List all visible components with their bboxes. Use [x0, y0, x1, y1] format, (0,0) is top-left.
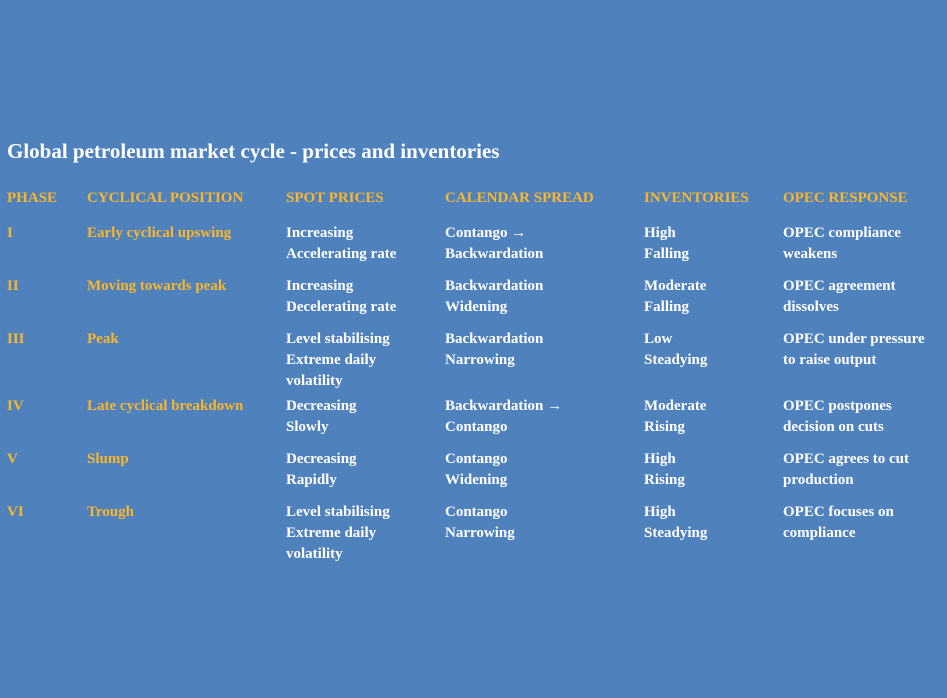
cell-line: Backwardation [445, 246, 544, 262]
cell-line: Extreme daily [286, 352, 377, 368]
cell-line: Backwardation [445, 278, 544, 294]
row-5-opec [783, 449, 909, 491]
row-5-position: Slump [87, 451, 129, 467]
header-spot: SPOT PRICES [286, 190, 384, 206]
row-3-inventories [644, 329, 707, 371]
header-spread: CALENDAR SPREAD [445, 190, 594, 206]
cell-line: OPEC compliance [783, 225, 901, 241]
cell-line: OPEC agreement [783, 278, 896, 294]
cell-line: Rising [644, 419, 685, 435]
cell-line: Contango → [445, 225, 527, 241]
row-6-position: Trough [87, 504, 134, 520]
row-6-opec [783, 502, 894, 544]
cell-line: Narrowing [445, 525, 515, 541]
cell-line: High [644, 225, 676, 241]
cell-line: Increasing [286, 225, 354, 241]
row-3-spot [286, 329, 390, 392]
row-1-phase: I [7, 225, 13, 241]
row-3-position: Peak [87, 331, 119, 347]
row-1-inventories [644, 223, 689, 265]
cell-line: OPEC focuses on [783, 504, 894, 520]
cell-line: Level stabilising [286, 331, 390, 347]
row-1-spread [445, 223, 543, 265]
cell-line: Moderate [644, 278, 707, 294]
cell-line: Widening [445, 299, 508, 315]
cell-line: Widening [445, 472, 508, 488]
row-4-opec [783, 396, 892, 438]
row-6-spot [286, 502, 390, 565]
row-1-opec [783, 223, 901, 265]
cell-line: Decelerating rate [286, 299, 397, 315]
cell-line: Increasing [286, 278, 354, 294]
cell-line: Contango [445, 419, 508, 435]
cell-line: Decreasing [286, 398, 357, 414]
cell-line: High [644, 504, 676, 520]
cell-line: Slowly [286, 419, 329, 435]
header-inventories: INVENTORIES [644, 190, 749, 206]
cell-line: Falling [644, 299, 690, 315]
cell-line: Rapidly [286, 472, 337, 488]
cell-line: compliance [783, 525, 856, 541]
row-2-position: Moving towards peak [87, 278, 227, 294]
row-3-opec [783, 329, 925, 371]
cell-line: Moderate [644, 398, 707, 414]
row-2-opec [783, 276, 896, 318]
cell-line: High [644, 451, 676, 467]
row-1-position: Early cyclical upswing [87, 225, 232, 241]
cell-line: to raise output [783, 352, 877, 368]
row-3-phase: III [7, 331, 25, 347]
row-5-inventories [644, 449, 685, 491]
header-phase: PHASE [7, 190, 58, 206]
cell-line: Decreasing [286, 451, 357, 467]
cell-line: OPEC postpones [783, 398, 892, 414]
cell-line: decision on cuts [783, 419, 884, 435]
row-6-phase: VI [7, 504, 24, 520]
row-4-inventories [644, 396, 706, 438]
cell-line: Accelerating rate [286, 246, 397, 262]
cell-line: Falling [644, 246, 690, 262]
header-position: CYCLICAL POSITION [87, 190, 244, 206]
row-2-inventories [644, 276, 706, 318]
row-6-spread [445, 502, 515, 544]
cell-line: Backwardation [445, 331, 544, 347]
cell-line: Rising [644, 472, 685, 488]
slide-title: Global petroleum market cycle - prices and inventories [7, 139, 500, 163]
row-6-inventories [644, 502, 707, 544]
cell-line: Extreme daily [286, 525, 377, 541]
row-4-spread [445, 396, 562, 438]
row-4-spot [286, 396, 357, 438]
cell-line: production [783, 472, 854, 488]
row-2-spread [445, 276, 543, 318]
row-5-spot [286, 449, 357, 491]
row-1-spot [286, 223, 396, 265]
cell-line: Contango [445, 504, 508, 520]
cell-line: volatility [286, 373, 343, 389]
header-opec: OPEC RESPONSE [783, 190, 908, 206]
cell-line: Contango [445, 451, 508, 467]
cell-line: Steadying [644, 352, 708, 368]
row-2-spot [286, 276, 396, 318]
row-4-phase: IV [7, 398, 24, 414]
cell-line: volatility [286, 546, 343, 562]
row-4-position: Late cyclical breakdown [87, 398, 244, 414]
cell-line: weakens [783, 246, 838, 262]
row-3-spread [445, 329, 543, 371]
cell-line: OPEC under pressure [783, 331, 925, 347]
row-5-spread [445, 449, 508, 491]
cell-line: OPEC agrees to cut [783, 451, 909, 467]
cell-line: dissolves [783, 299, 839, 315]
cell-line: Backwardation → [445, 398, 563, 414]
row-5-phase: V [7, 451, 18, 467]
cell-line: Narrowing [445, 352, 515, 368]
row-2-phase: II [7, 278, 19, 294]
cell-line: Low [644, 331, 673, 347]
cell-line: Level stabilising [286, 504, 390, 520]
cell-line: Steadying [644, 525, 708, 541]
